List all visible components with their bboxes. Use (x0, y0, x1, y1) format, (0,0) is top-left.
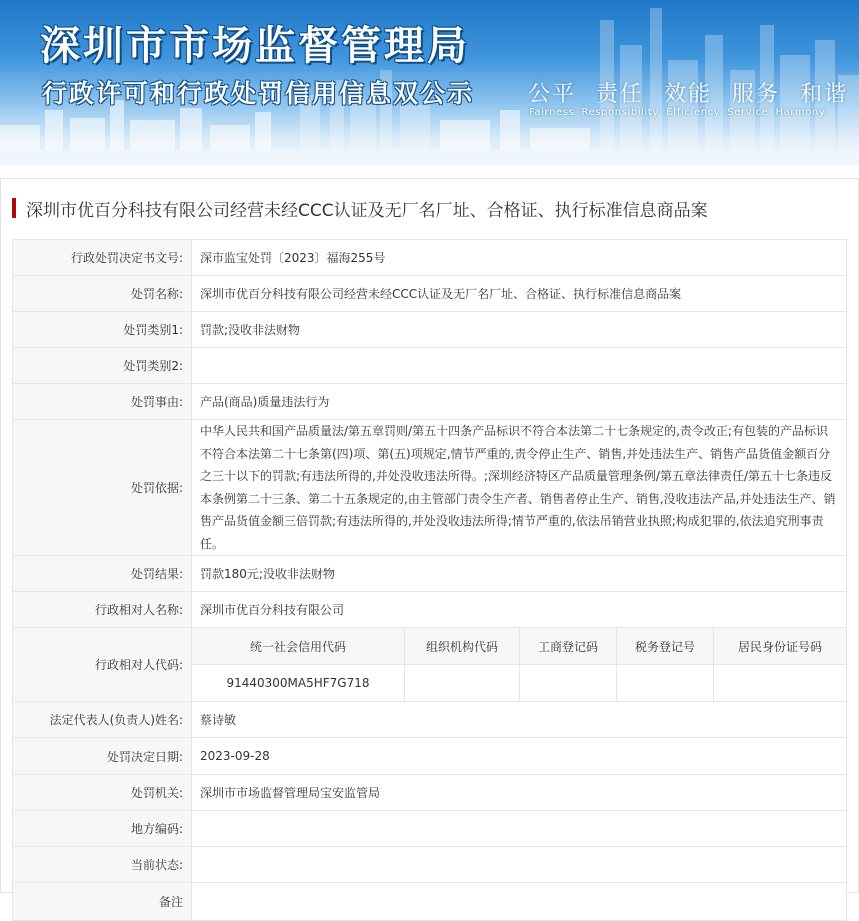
tax-reg-value (617, 665, 714, 702)
table-row (13, 240, 847, 276)
field-label: 备注 (13, 883, 192, 921)
slogan-en-word: Service (727, 107, 769, 118)
credit-code-value: 91440300MA5HF7G718 (226, 676, 370, 690)
area-code-value (192, 811, 847, 847)
table-row (13, 312, 847, 348)
slogan-word: 和谐 (800, 82, 849, 107)
field-label: 处罚结果: (13, 556, 192, 592)
table-row (13, 556, 847, 592)
party-code-cell (192, 628, 847, 702)
penalty-info-table (12, 239, 847, 921)
authority-value: 深圳市市场监督管理局宝安监管局 (192, 775, 847, 811)
slogan-en-word: Fairness (529, 107, 575, 118)
category2-value (192, 348, 847, 384)
field-label: 地方编码: (13, 811, 192, 847)
doc-number-value: 深市监宝处罚〔2023〕福海255号 (192, 240, 847, 276)
table-row (13, 883, 847, 921)
field-label: 处罚依据: (13, 420, 192, 556)
field-label: 行政处罚决定书文号: (13, 240, 192, 276)
table-row (13, 384, 847, 420)
remark-value (192, 883, 847, 921)
slogan-english (529, 107, 832, 118)
party-name-value: 深圳市优百分科技有限公司 (192, 592, 847, 628)
category1-value: 罚款;没收非法财物 (192, 312, 847, 348)
party-code-table (192, 628, 846, 701)
reason-value: 产品(商品)质量违法行为 (192, 384, 847, 420)
code-header: 工商登记码 (520, 628, 617, 665)
code-header: 税务登记号 (617, 628, 714, 665)
status-value (192, 847, 847, 883)
field-label: 处罚事由: (13, 384, 192, 420)
slogan-word: 责任 (596, 82, 645, 107)
table-row (13, 738, 847, 775)
penalty-name-value: 深圳市优百分科技有限公司经营未经CCC认证及无厂名厂址、合格证、执行标准信息商品案 (192, 276, 847, 312)
id-number-value (714, 665, 847, 702)
field-label: 行政相对人代码: (13, 628, 192, 702)
field-label: 处罚决定日期: (13, 738, 192, 775)
table-row (13, 811, 847, 847)
code-header: 居民身份证号码 (714, 628, 847, 665)
slogan-en-word: Harmony (775, 107, 826, 118)
detail-panel (0, 178, 859, 909)
slogan-en-word: Responsibility (581, 107, 659, 118)
table-row (13, 420, 847, 556)
slogan-word: 效能 (664, 82, 713, 107)
table-row (13, 276, 847, 312)
table-row (13, 702, 847, 738)
table-row (13, 775, 847, 811)
field-label: 处罚类别2: (13, 348, 192, 384)
banner-subtitle: 行政许可和行政处罚信用信息双公示 (42, 79, 475, 108)
field-label: 处罚机关: (13, 775, 192, 811)
slogan-word: 公平 (528, 82, 577, 107)
code-header: 组织机构代码 (405, 628, 520, 665)
slogan-word: 服务 (732, 82, 781, 107)
decision-date-value: 2023-09-28 (192, 738, 847, 775)
slogan (528, 77, 859, 108)
field-label: 法定代表人(负责人)姓名: (13, 702, 192, 738)
slogan-en-word: Efficiency (665, 107, 721, 118)
legal-rep-value: 蔡诗敏 (192, 702, 847, 738)
org-code-value (405, 665, 520, 702)
business-reg-value (520, 665, 617, 702)
field-label: 行政相对人名称: (13, 592, 192, 628)
field-label: 处罚名称: (13, 276, 192, 312)
code-value-row (192, 665, 846, 702)
field-label: 当前状态: (13, 847, 192, 883)
page-title: 深圳市优百分科技有限公司经营未经CCC认证及无厂名厂址、合格证、执行标准信息商品案 (26, 200, 708, 221)
table-row (13, 592, 847, 628)
code-header-row (192, 628, 846, 665)
table-row (13, 847, 847, 883)
table-row (13, 348, 847, 384)
panel-header (1, 179, 858, 237)
header-banner (0, 0, 859, 165)
field-label: 处罚类别1: (13, 312, 192, 348)
basis-value: 中华人民共和国产品质量法/第五章罚则/第五十四条产品标识不符合本法第二十七条规定的,责令改正;有包装的产品标识不符合本法第二十七条第(四)项、第(五)项规定,情节严重的,责令停止生产、销售,并处违法生产、销售产品货值金额百分之三十以下的罚款;有违法所得的,并处没收违法所得。;深圳经济特区产品质量管理条例/第五章法律责任/第五十七条违反本条例第二十三条、第二十五条规定的,由主管部门责令生产者、销售者停止生产、销售,没收违法产品,并处违法生产、销售产品货值金额三倍罚款;有违法所得的,并处没收违法所得;情节严重的,依法吊销营业执照;构成犯罪的,依法追究刑事责任。 (192, 420, 847, 556)
title-accent-bar (12, 198, 16, 218)
result-value: 罚款180元;没收非法财物 (192, 556, 847, 592)
code-header: 统一社会信用代码 (192, 628, 405, 665)
table-row (13, 628, 847, 702)
bureau-title: 深圳市市场监督管理局 (40, 23, 470, 69)
